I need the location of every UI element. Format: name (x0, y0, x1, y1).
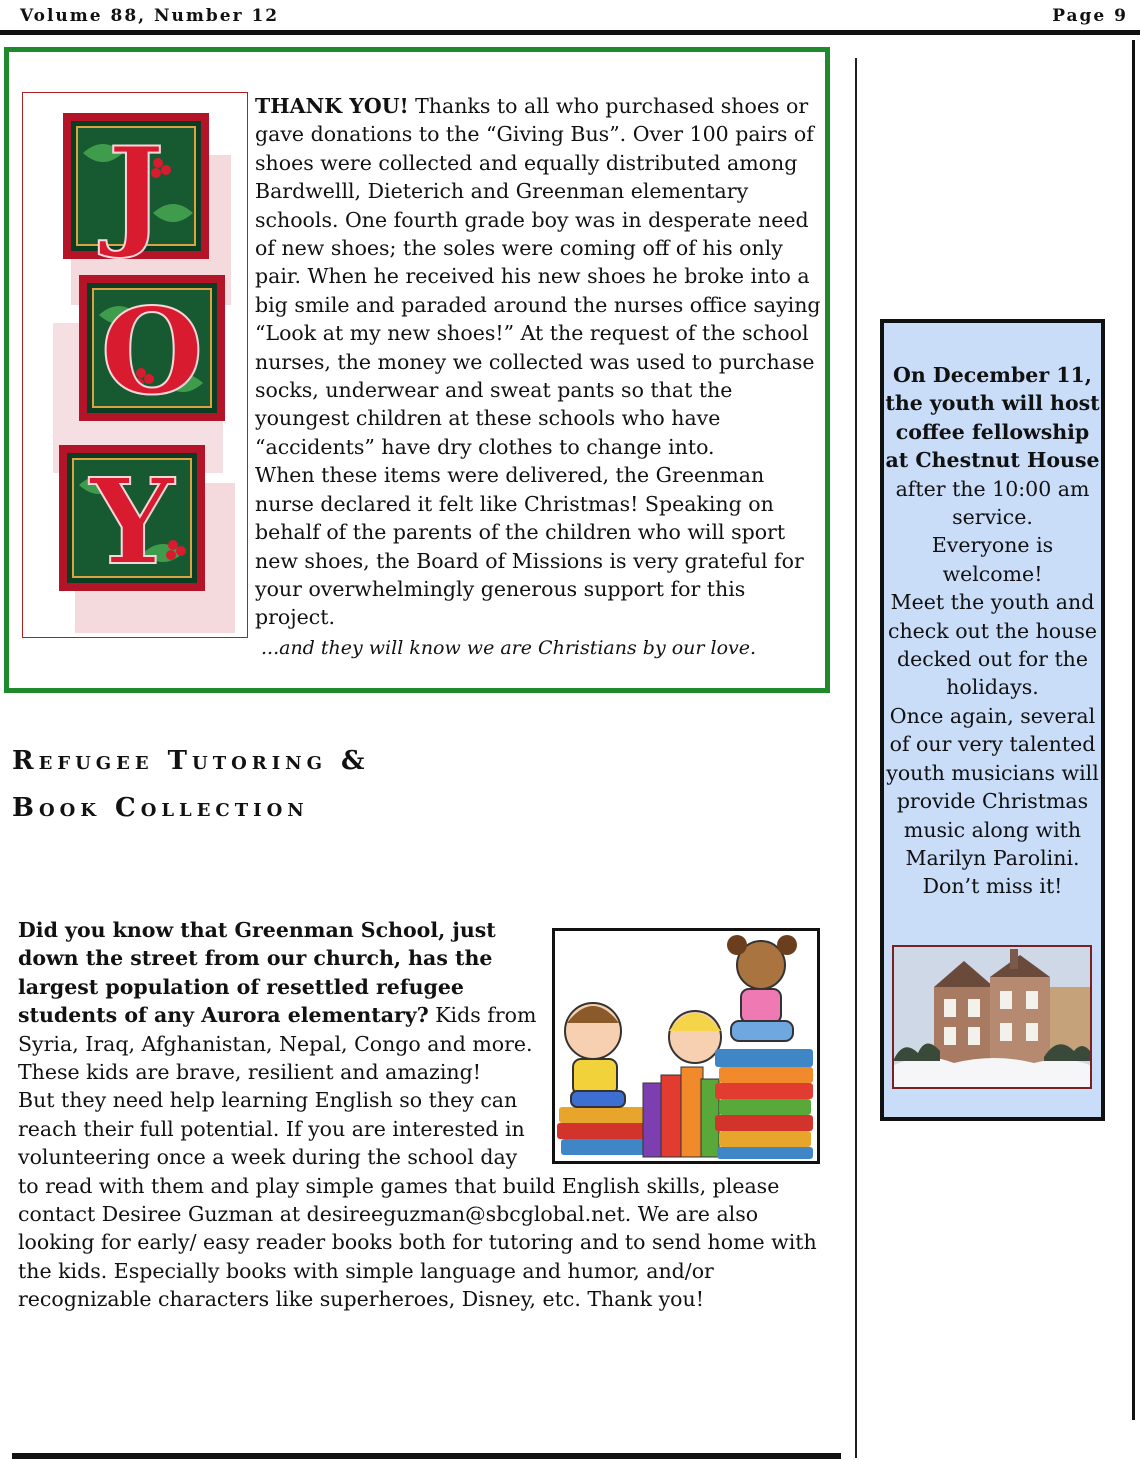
bottom-rule (12, 1453, 841, 1459)
right-edge-rule (1132, 40, 1135, 1420)
tutoring-countries: Kids from Syria, Iraq, Afghanistan, Nepal, Congo and more. (18, 1003, 537, 1056)
joy-body-1: Thanks to all who purchased shoes or gave donations to the “Giving Bus”. Over 100 pairs of shoes were collected and equally distributed among Bardwelll, Dieterich and Greenman elementary schools. One fourth grade boy was in desperate need of new shoes; the soles were coming off of his only pair. When he received his new shoes he broke into a big smile and paraded around the nurses office saying “Look at my new shoes!” At the request of the school nurses, the money we collected was used to purchase socks, underwear and sweat pants so that the youngest children at these schools who have “accidents” have dry clothes to change into. (255, 94, 821, 459)
joy-blocks-image (23, 93, 247, 637)
sidebar-text (884, 361, 1101, 901)
tutoring-brave: These kids are brave, resilient and amazing! (18, 1060, 481, 1085)
youth-coffee-sidebar (880, 319, 1105, 1121)
header-rule (0, 30, 1140, 35)
chestnut-house-photo (892, 945, 1092, 1089)
sidebar-line-4: Once again, several of our very talented youth musicians will provide Christmas music along with Marilyn Parolini. (886, 703, 1099, 870)
tutoring-bold-intro: Did you know that Greenman School, just down the street from our church, has the largest population of resettled refugee students of any Aurora elementary? (18, 918, 496, 1028)
sidebar-line-3: Meet the youth and check out the house decked out for the holidays. (887, 590, 1098, 700)
kids-reading-image (555, 931, 817, 1161)
tutoring-heading-line-2: Book Collection (12, 793, 309, 823)
joy-article-text (255, 92, 825, 662)
letter-block-j (63, 113, 209, 262)
letter-block-o (79, 275, 225, 421)
letter-block-y (59, 445, 205, 591)
sidebar-line-5: Don’t miss it! (922, 874, 1063, 899)
kids-books-illustration (552, 928, 820, 1164)
tutoring-heading (12, 738, 370, 832)
thank-you-lead: THANK YOU! (255, 94, 409, 118)
tutoring-article (18, 916, 838, 1314)
volume-number: Volume 88, Number 12 (20, 6, 280, 26)
page-header (0, 0, 1140, 36)
joy-paragraph-2: When these items were delivered, the Greenman nurse declared it felt like Christmas! Speaking on behalf of the parents of the children who will sport new shoes, the Board of Missions is very grateful for your overwhelmingly generous support for this project. (255, 463, 804, 630)
house-image (894, 947, 1090, 1087)
joy-closing: ...and they will know we are Christians by our love. (261, 636, 757, 659)
page-number: Page 9 (1052, 6, 1128, 26)
sidebar-headline: On December 11, the youth will host coffee fellowship at Chestnut House (885, 363, 1100, 473)
letter-j: J (107, 121, 165, 262)
letter-o: O (100, 282, 204, 421)
sidebar-line-1: after the 10:00 am service. (895, 476, 1090, 530)
tutoring-request: But they need help learning English so they can reach their full potential. If you are interested in volunteering once a week during the school day to read with them and play simple games that build English skills, please contact Desiree Guzman at desireeguzman@sbcglobal.net. We are also looking for early/ easy reader books both for tutoring and to send home with the kids. Especially books with simple language and humor, and/or recognizable characters like superheroes, Disney, etc. Thank you! (18, 1088, 817, 1312)
joy-illustration (22, 92, 248, 638)
column-divider (855, 58, 857, 1458)
letter-y: Y (89, 452, 175, 591)
sidebar-line-2: Everyone is welcome! (931, 533, 1054, 586)
joy-paragraph-1 (255, 92, 825, 461)
tutoring-heading-line-1: Refugee Tutoring & (12, 746, 370, 776)
